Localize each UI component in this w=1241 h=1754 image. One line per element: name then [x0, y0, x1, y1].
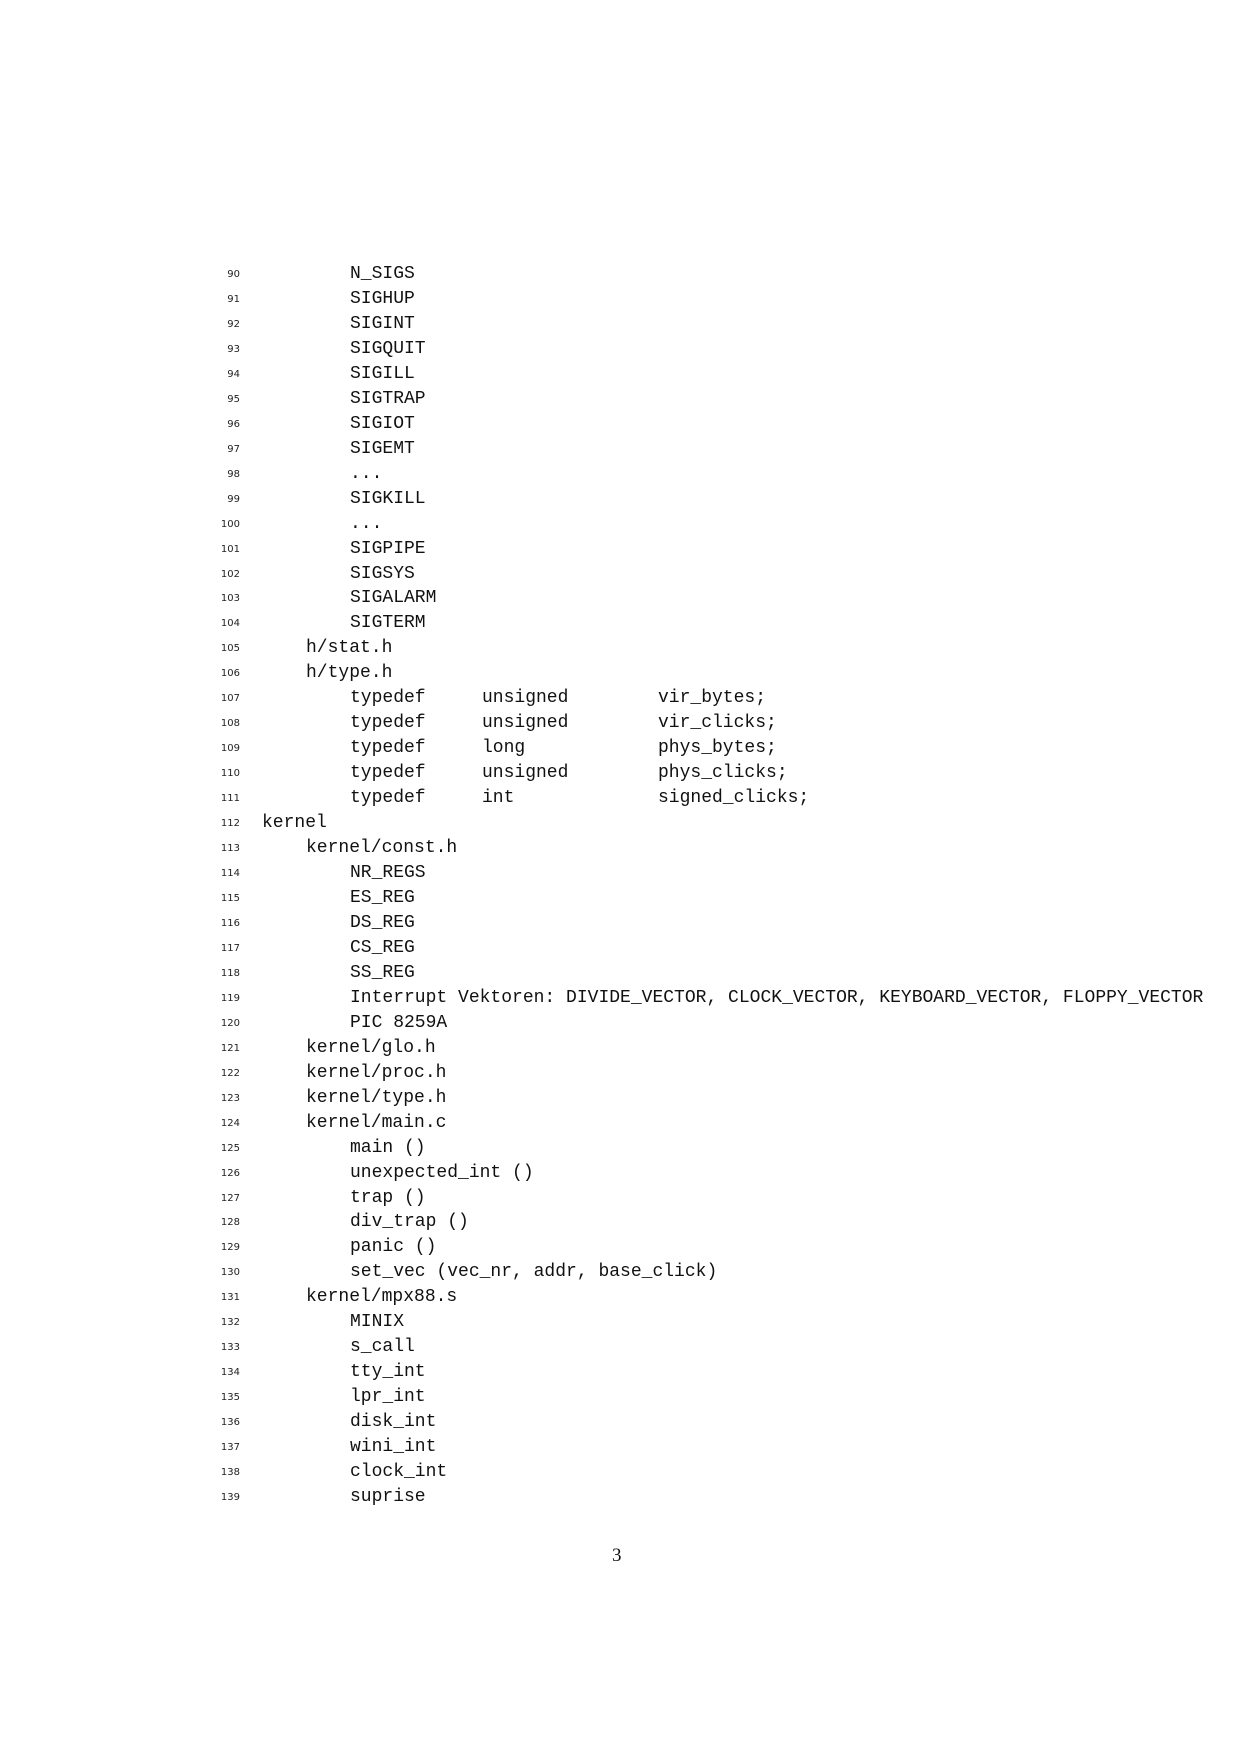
line-number: 106 [220, 668, 240, 680]
line-text: SIGTERM [350, 613, 426, 634]
listing-line [0, 1260, 1241, 1285]
line-column: unsigned [482, 688, 569, 709]
listing-line [0, 786, 1241, 811]
line-text: kernel/main.c [306, 1112, 447, 1133]
listing-line [0, 1061, 1241, 1086]
line-number: 125 [220, 1142, 240, 1154]
line-number: 96 [227, 418, 240, 430]
line-column: int [482, 788, 515, 809]
line-text: kernel/type.h [306, 1087, 447, 1108]
line-number: 95 [227, 393, 240, 405]
line-number: 122 [220, 1067, 240, 1079]
line-number: 128 [220, 1217, 240, 1229]
line-column: typedef [350, 738, 426, 759]
line-text: disk_int [350, 1412, 437, 1433]
listing-line [0, 936, 1241, 961]
line-text: kernel/glo.h [306, 1037, 436, 1058]
listing-line [0, 262, 1241, 287]
line-number: 105 [220, 643, 240, 655]
listing-line [0, 562, 1241, 587]
line-text: trap () [350, 1187, 426, 1208]
line-text: PIC 8259A [350, 1012, 448, 1033]
line-column: phys_bytes; [658, 738, 777, 759]
line-column: typedef [350, 788, 426, 809]
line-text: DS_REG [350, 912, 415, 933]
line-text: s_call [350, 1337, 415, 1358]
line-number: 116 [220, 917, 240, 929]
listing-line [0, 661, 1241, 686]
line-number: 115 [220, 893, 240, 904]
line-text: suprise [350, 1487, 426, 1508]
listing-line [0, 1111, 1241, 1136]
line-text: kernel/const.h [306, 838, 458, 859]
listing-line [0, 1360, 1241, 1385]
listing-line [0, 1335, 1241, 1360]
line-column: signed_clicks; [658, 788, 810, 809]
line-text: ... [350, 513, 383, 534]
listing-line [0, 1435, 1241, 1460]
line-number: 126 [220, 1167, 240, 1179]
line-text: MINIX [350, 1312, 405, 1333]
listing-line [0, 1385, 1241, 1410]
listing-line [0, 537, 1241, 562]
line-number: 109 [220, 743, 240, 755]
line-text: SIGSYS [350, 563, 415, 584]
listing-line [0, 1235, 1241, 1260]
line-number: 120 [220, 1017, 240, 1029]
listing-line [0, 861, 1241, 886]
line-text: h/type.h [306, 663, 393, 684]
line-number: 97 [227, 443, 240, 455]
line-text: div_trap () [350, 1212, 469, 1233]
line-text: main () [350, 1137, 426, 1158]
listing-line [0, 312, 1241, 337]
line-number: 91 [227, 293, 240, 305]
listing-line [0, 836, 1241, 861]
line-text: SIGHUP [350, 288, 415, 309]
line-text: SIGILL [350, 363, 415, 384]
line-text: ... [350, 463, 383, 484]
listing-line [0, 512, 1241, 537]
line-text: ES_REG [350, 888, 415, 908]
listing-line [0, 362, 1241, 387]
listing-line [0, 686, 1241, 711]
line-number: 92 [227, 318, 240, 330]
line-number: 112 [220, 818, 240, 830]
listing-line [0, 437, 1241, 462]
line-number: 129 [220, 1242, 240, 1254]
line-number: 123 [220, 1092, 240, 1104]
listing-line [0, 1036, 1241, 1061]
listing-line [0, 811, 1241, 836]
line-column: long [482, 738, 526, 759]
line-text: SIGQUIT [350, 338, 426, 359]
line-number: 134 [220, 1367, 240, 1379]
listing-line [0, 287, 1241, 312]
listing-line [0, 911, 1241, 936]
line-text: SIGPIPE [350, 538, 426, 559]
line-text: unexpected_int () [350, 1162, 534, 1183]
line-number: 137 [220, 1442, 240, 1454]
listing-line [0, 586, 1241, 611]
listing-line [0, 1460, 1241, 1485]
line-text: h/stat.h [306, 638, 393, 659]
listing-line [0, 412, 1241, 437]
line-column: unsigned [482, 713, 569, 734]
listing-line [0, 1136, 1241, 1161]
listing-line [0, 487, 1241, 512]
line-number: 101 [220, 543, 240, 555]
line-text: kernel/mpx88.s [306, 1287, 458, 1308]
line-number: 117 [220, 942, 240, 954]
line-number: 130 [220, 1267, 240, 1279]
line-text: kernel [262, 813, 327, 834]
listing-line [0, 886, 1241, 911]
line-number: 136 [220, 1417, 240, 1429]
line-number: 133 [220, 1342, 240, 1354]
line-number: 127 [220, 1192, 240, 1204]
line-text: N_SIGS [350, 264, 415, 284]
line-column: vir_clicks; [658, 713, 777, 734]
line-text: SIGALARM [350, 588, 437, 609]
line-number: 99 [227, 493, 240, 505]
line-number: 139 [220, 1492, 240, 1504]
line-text: clock_int [350, 1462, 448, 1483]
listing-line [0, 761, 1241, 786]
line-number: 114 [220, 868, 240, 880]
line-text: kernel/proc.h [306, 1062, 447, 1083]
line-number: 110 [220, 768, 240, 780]
line-text: SIGEMT [350, 438, 415, 459]
line-text: lpr_int [350, 1387, 426, 1408]
listing-line [0, 1310, 1241, 1335]
line-number: 131 [220, 1292, 240, 1304]
listing-line [0, 1210, 1241, 1235]
listing-line [0, 462, 1241, 487]
line-number: 138 [220, 1467, 240, 1479]
listing-line [0, 1086, 1241, 1111]
line-number: 108 [220, 718, 240, 730]
listing-line [0, 961, 1241, 986]
listing-line [0, 1285, 1241, 1310]
line-number: 124 [220, 1117, 240, 1129]
line-text: set_vec (vec_nr, addr, base_click) [350, 1262, 718, 1283]
line-text: tty_int [350, 1362, 426, 1383]
line-number: 113 [220, 843, 240, 855]
line-text: CS_REG [350, 937, 415, 958]
line-number: 90 [227, 269, 240, 280]
line-text: SIGINT [350, 313, 415, 334]
line-column: vir_bytes; [658, 688, 767, 709]
listing-line [0, 636, 1241, 661]
line-column: unsigned [482, 763, 569, 784]
line-number: 104 [220, 618, 240, 630]
listing-line [0, 337, 1241, 362]
line-text: SIGIOT [350, 413, 415, 434]
line-number: 93 [227, 343, 240, 355]
listing-line [0, 711, 1241, 736]
line-text: panic () [350, 1237, 437, 1258]
listing-line [0, 1161, 1241, 1186]
line-number: 100 [220, 518, 240, 530]
listing-line [0, 611, 1241, 636]
line-number: 107 [220, 693, 240, 705]
line-number: 111 [220, 793, 240, 805]
listing-line [0, 1011, 1241, 1036]
line-column: typedef [350, 763, 426, 784]
line-number: 103 [220, 593, 240, 605]
line-number: 98 [227, 468, 240, 480]
listing-line [0, 1410, 1241, 1435]
listing-line [0, 986, 1241, 1011]
line-number: 94 [227, 368, 240, 380]
page-number: 3 [612, 1545, 622, 1566]
line-text: Interrupt Vektoren: DIVIDE_VECTOR, CLOCK_VECTOR, KEYBOARD_VECTOR, FLOPPY_VECTOR [350, 987, 1204, 1008]
line-number: 132 [220, 1317, 240, 1329]
listing-line [0, 387, 1241, 412]
listing-line [0, 736, 1241, 761]
line-text: SIGTRAP [350, 388, 426, 409]
line-number: 102 [220, 568, 240, 580]
line-number: 121 [220, 1042, 240, 1054]
line-text: SS_REG [350, 962, 415, 983]
line-column: typedef [350, 713, 426, 734]
line-column: phys_clicks; [658, 763, 788, 784]
listing-line [0, 1485, 1241, 1510]
line-text: SIGKILL [350, 488, 426, 509]
line-text: wini_int [350, 1437, 437, 1458]
listing-line [0, 1186, 1241, 1211]
line-column: typedef [350, 688, 426, 709]
line-number: 135 [220, 1392, 240, 1404]
line-text: NR_REGS [350, 863, 426, 884]
line-number: 119 [220, 992, 240, 1004]
line-number: 118 [220, 967, 240, 979]
